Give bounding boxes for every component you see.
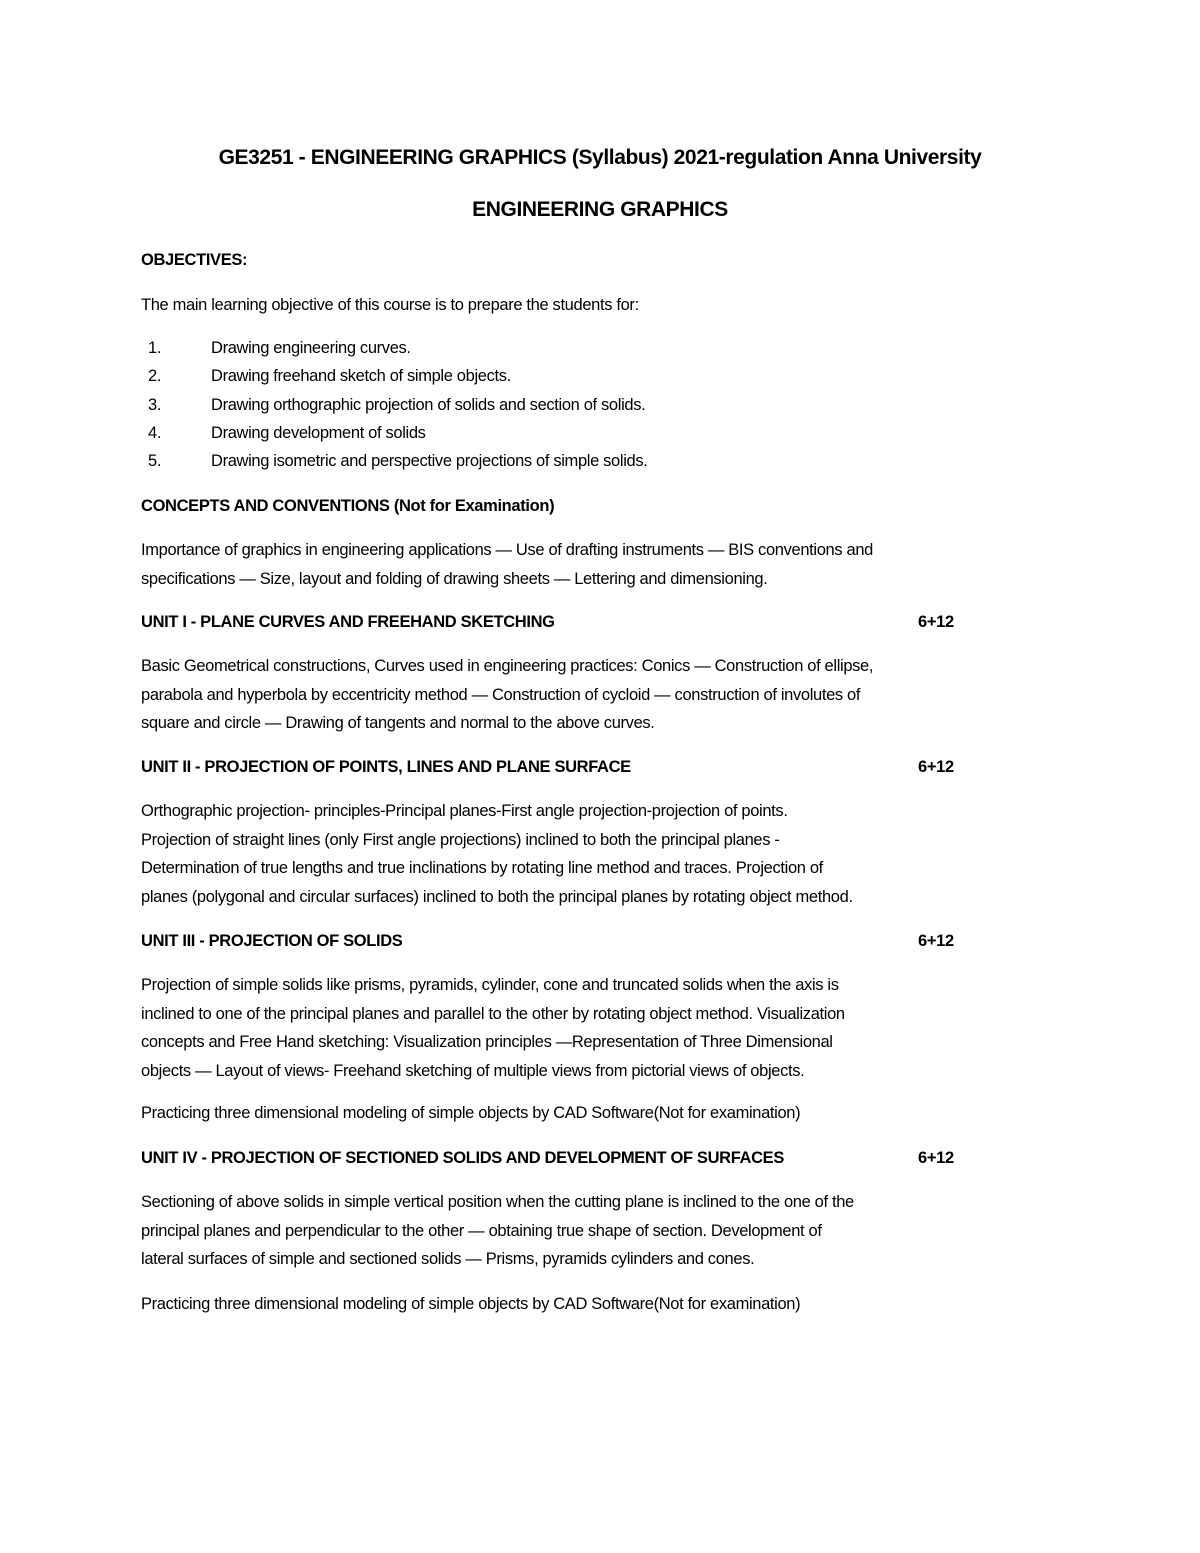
list-text: Drawing isometric and perspective projections of simple solids. — [211, 452, 648, 471]
unit-1-heading — [141, 608, 971, 637]
list-text: Drawing orthographic projection of solids and section of solids. — [211, 395, 646, 414]
unit-4-paragraph — [141, 1188, 854, 1274]
unit-4-heading — [141, 1144, 971, 1173]
text-line: objects — Layout of views- Freehand sketching of multiple views from pictorial views of objects. — [141, 1062, 805, 1081]
unit-4-note: Practicing three dimensional modeling of simple objects by CAD Software(Not for examination) — [141, 1295, 801, 1313]
list-number: 3. — [148, 395, 162, 414]
concepts-heading: CONCEPTS AND CONVENTIONS (Not for Examination) — [141, 497, 555, 515]
concepts-paragraph — [141, 536, 873, 593]
unit-hours: 6+12 — [918, 758, 954, 776]
objectives-list — [141, 334, 647, 475]
text-line: specifications — Size, layout and folding of drawing sheets — Lettering and dimensioning. — [141, 569, 768, 588]
list-item — [141, 391, 647, 419]
unit-2-heading — [141, 753, 971, 782]
text-line: Importance of graphics in engineering applications — Use of drafting instruments — BIS conventions and — [141, 541, 873, 559]
document-subtitle: ENGINEERING GRAPHICS — [472, 198, 728, 221]
objectives-intro: The main learning objective of this course is to prepare the students for: — [141, 296, 639, 314]
text-line: lateral surfaces of simple and sectioned solids — Prisms, pyramids cylinders and cones. — [141, 1250, 755, 1269]
unit-2-paragraph — [141, 797, 853, 912]
unit-1-paragraph — [141, 652, 873, 738]
unit-hours: 6+12 — [918, 613, 954, 631]
text-line: concepts and Free Hand sketching: Visualization principles —Representation of Three Dimensional — [141, 1033, 833, 1052]
text-line: Sectioning of above solids in simple vertical position when the cutting plane is inclined to the one of the — [141, 1193, 854, 1211]
text-line: Determination of true lengths and true inclinations by rotating line method and traces. Projection of — [141, 859, 823, 878]
unit-title: UNIT IV - PROJECTION OF SECTIONED SOLIDS AND DEVELOPMENT OF SURFACES — [141, 1149, 784, 1167]
text-line: Projection of straight lines (only First angle projections) inclined to both the principal planes - — [141, 830, 780, 849]
text-line: parabola and hyperbola by eccentricity method — Construction of cycloid — construction of involutes of — [141, 685, 861, 704]
text-line: inclined to one of the principal planes and parallel to the other by rotating object method. Visualization — [141, 1004, 845, 1023]
unit-hours: 6+12 — [918, 932, 954, 950]
text-line: Orthographic projection- principles-Principal planes-First angle projection-projection of points. — [141, 802, 788, 820]
list-item — [141, 419, 647, 447]
text-line: Projection of simple solids like prisms, pyramids, cylinder, cone and truncated solids when the axis is — [141, 976, 839, 994]
list-number: 4. — [148, 423, 162, 442]
document-title: GE3251 - ENGINEERING GRAPHICS (Syllabus) 2021-regulation Anna University — [218, 146, 982, 169]
list-number: 1. — [148, 339, 162, 357]
list-text: Drawing freehand sketch of simple objects. — [211, 367, 511, 386]
text-line: principal planes and perpendicular to the other — obtaining true shape of section. Development of — [141, 1221, 822, 1240]
list-item — [141, 362, 647, 390]
list-number: 5. — [148, 452, 162, 471]
list-text: Drawing engineering curves. — [211, 339, 411, 357]
unit-hours: 6+12 — [918, 1149, 954, 1167]
unit-3-note: Practicing three dimensional modeling of simple objects by CAD Software(Not for examination) — [141, 1104, 801, 1122]
unit-title: UNIT I - PLANE CURVES AND FREEHAND SKETCHING — [141, 613, 555, 631]
unit-title: UNIT II - PROJECTION OF POINTS, LINES AND PLANE SURFACE — [141, 758, 631, 776]
unit-3-heading — [141, 927, 971, 956]
list-item — [141, 447, 647, 475]
objectives-heading: OBJECTIVES: — [141, 251, 248, 269]
list-item — [141, 334, 647, 362]
unit-3-paragraph — [141, 971, 845, 1086]
unit-title: UNIT III - PROJECTION OF SOLIDS — [141, 932, 403, 950]
list-number: 2. — [148, 367, 162, 386]
text-line: Basic Geometrical constructions, Curves used in engineering practices: Conics — Construction of ellipse, — [141, 657, 874, 675]
list-text: Drawing development of solids — [211, 423, 426, 442]
text-line: square and circle — Drawing of tangents and normal to the above curves. — [141, 714, 655, 733]
text-line: planes (polygonal and circular surfaces) inclined to both the principal planes by rotating object method. — [141, 888, 853, 907]
